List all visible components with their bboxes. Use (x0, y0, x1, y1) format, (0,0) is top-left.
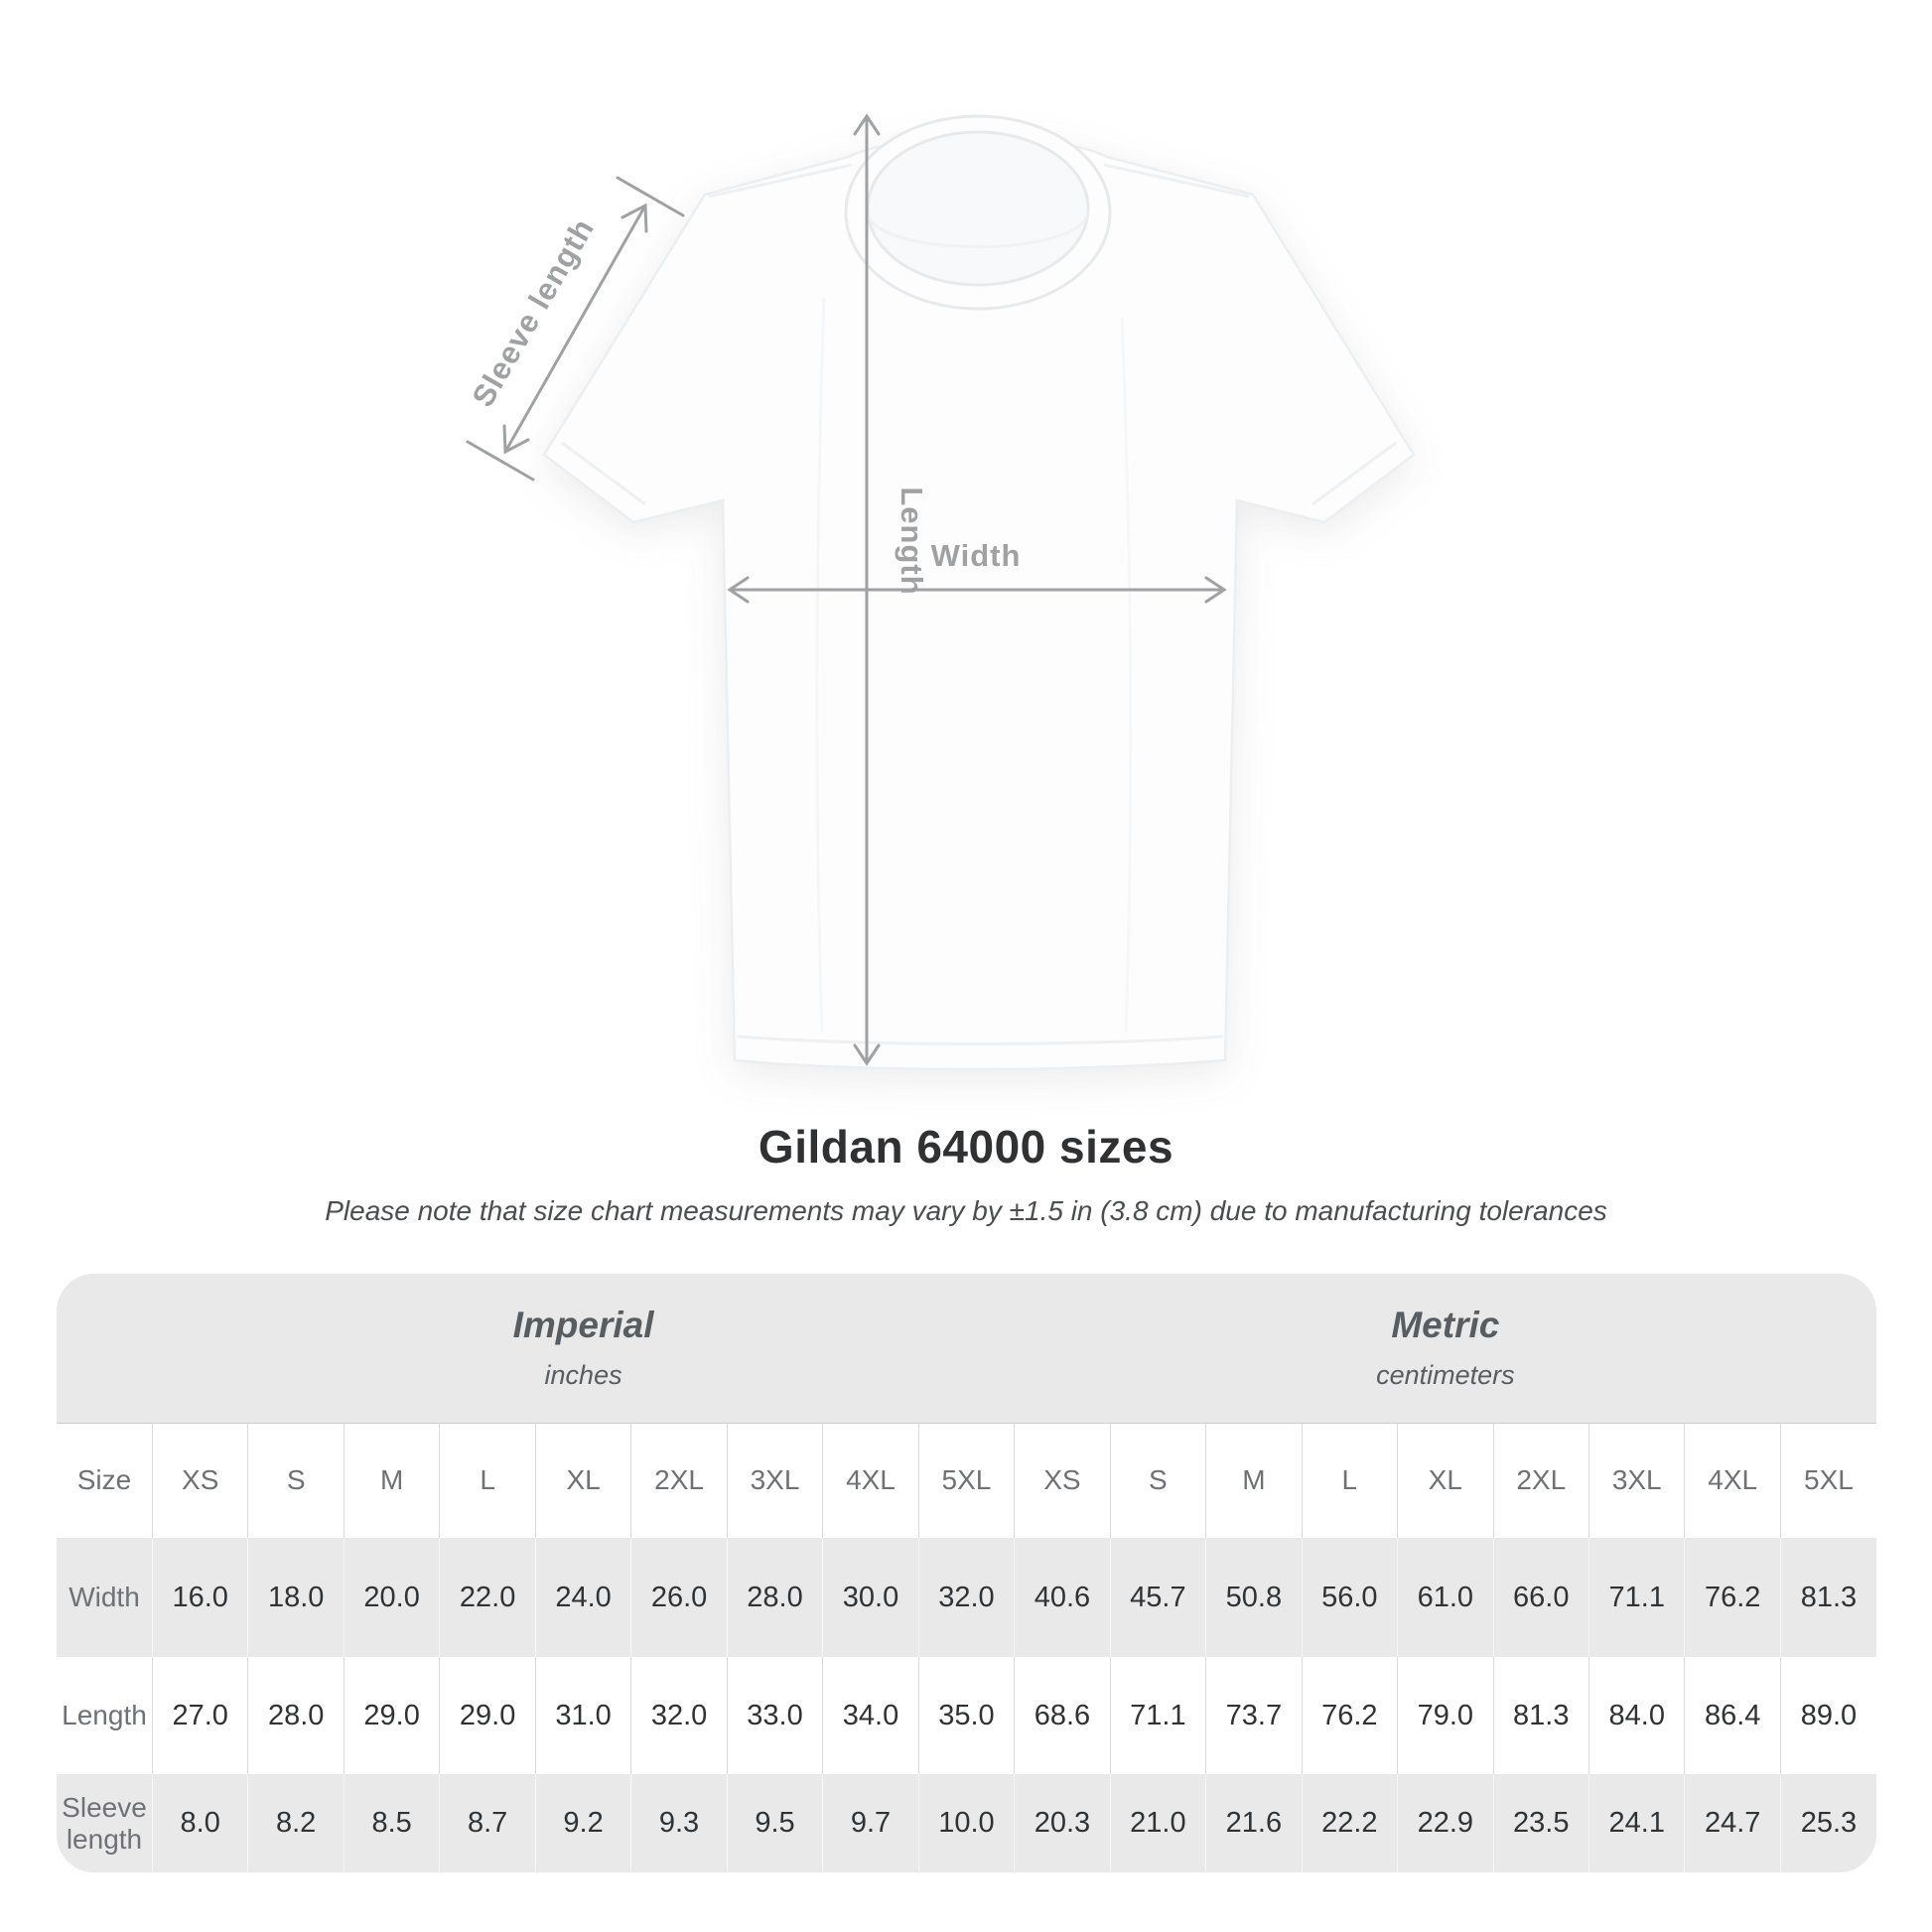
size-header-cell: S (248, 1423, 344, 1538)
value-cell: 89.0 (1780, 1657, 1876, 1774)
heading-block (0, 1120, 1932, 1227)
size-header-cell: L (440, 1423, 535, 1538)
value-cell: 20.3 (1015, 1774, 1110, 1872)
size-table-card (57, 1274, 1876, 1872)
value-cell: 24.0 (535, 1538, 630, 1657)
size-header-cell: XL (1398, 1423, 1493, 1538)
collar (846, 116, 1110, 309)
size-table (57, 1274, 1876, 1872)
value-cell: 79.0 (1398, 1657, 1493, 1774)
row-label: Length (57, 1657, 152, 1774)
imperial-title: Imperial (512, 1305, 654, 1346)
value-cell: 30.0 (823, 1538, 918, 1657)
size-header-cell: 2XL (1493, 1423, 1588, 1538)
size-header-cell: M (1206, 1423, 1302, 1538)
value-cell: 40.6 (1015, 1538, 1110, 1657)
value-cell: 45.7 (1110, 1538, 1205, 1657)
value-cell: 32.0 (918, 1538, 1014, 1657)
size-header-cell: 2XL (631, 1423, 727, 1538)
metric-title: Metric (1391, 1305, 1500, 1346)
value-cell: 25.3 (1780, 1774, 1876, 1872)
row-label: Width (57, 1538, 152, 1657)
value-cell: 76.2 (1685, 1538, 1780, 1657)
page-subtitle: Please note that size chart measurements may vary by ±1.5 in (3.8 cm) due to manufacturing tolerances (325, 1195, 1607, 1226)
table-row (57, 1774, 1876, 1872)
value-cell: 31.0 (535, 1657, 630, 1774)
table-row (57, 1657, 1876, 1774)
value-cell: 8.0 (152, 1774, 247, 1872)
size-header-cell: XS (152, 1423, 247, 1538)
value-cell: 24.1 (1589, 1774, 1685, 1872)
value-cell: 34.0 (823, 1657, 918, 1774)
value-cell: 8.2 (248, 1774, 344, 1872)
row-label: Sleeve length (57, 1774, 152, 1872)
size-header-cell: 4XL (1685, 1423, 1780, 1538)
value-cell: 20.0 (344, 1538, 439, 1657)
value-cell: 81.3 (1780, 1538, 1876, 1657)
size-header-cell: 3XL (1589, 1423, 1685, 1538)
value-cell: 9.2 (535, 1774, 630, 1872)
value-cell: 71.1 (1589, 1538, 1685, 1657)
value-cell: 86.4 (1685, 1657, 1780, 1774)
size-header-cell: XS (1015, 1423, 1110, 1538)
size-header-cell: M (344, 1423, 439, 1538)
page-title: Gildan 64000 sizes (758, 1121, 1174, 1173)
unit-header-imperial (152, 1274, 1014, 1423)
value-cell: 9.7 (823, 1774, 918, 1872)
value-cell: 21.0 (1110, 1774, 1205, 1872)
size-header-cell: 3XL (727, 1423, 822, 1538)
value-cell: 22.0 (440, 1538, 535, 1657)
value-cell: 24.7 (1685, 1774, 1780, 1872)
size-header-cell: L (1302, 1423, 1397, 1538)
value-cell: 56.0 (1302, 1538, 1397, 1657)
size-header-cell: 4XL (823, 1423, 918, 1538)
size-header-cell: XL (535, 1423, 630, 1538)
value-cell: 9.3 (631, 1774, 727, 1872)
value-cell: 71.1 (1110, 1657, 1205, 1774)
sleeve-length-label: Sleeve length (465, 211, 602, 413)
value-cell: 61.0 (1398, 1538, 1493, 1657)
value-cell: 50.8 (1206, 1538, 1302, 1657)
metric-unit: centimeters (1376, 1360, 1515, 1391)
value-cell: 29.0 (440, 1657, 535, 1774)
value-cell: 84.0 (1589, 1657, 1685, 1774)
size-header-row (57, 1423, 1876, 1538)
value-cell: 26.0 (631, 1538, 727, 1657)
value-cell: 22.2 (1302, 1774, 1397, 1872)
value-cell: 28.0 (727, 1538, 822, 1657)
unit-header-row (57, 1274, 1876, 1423)
value-cell: 9.5 (727, 1774, 822, 1872)
value-cell: 23.5 (1493, 1774, 1588, 1872)
value-cell: 27.0 (152, 1657, 247, 1774)
size-column-header: Size (57, 1423, 152, 1538)
length-label: Length (895, 486, 929, 596)
table-row (57, 1538, 1876, 1657)
value-cell: 8.5 (344, 1774, 439, 1872)
size-header-cell: 5XL (918, 1423, 1014, 1538)
value-cell: 81.3 (1493, 1657, 1588, 1774)
value-cell: 76.2 (1302, 1657, 1397, 1774)
imperial-unit: inches (544, 1360, 622, 1391)
value-cell: 16.0 (152, 1538, 247, 1657)
value-cell: 28.0 (248, 1657, 344, 1774)
value-cell: 68.6 (1015, 1657, 1110, 1774)
size-header-cell: S (1110, 1423, 1205, 1538)
value-cell: 18.0 (248, 1538, 344, 1657)
width-label: Width (930, 538, 1022, 573)
value-cell: 29.0 (344, 1657, 439, 1774)
value-cell: 21.6 (1206, 1774, 1302, 1872)
value-cell: 33.0 (727, 1657, 822, 1774)
value-cell: 32.0 (631, 1657, 727, 1774)
value-cell: 8.7 (440, 1774, 535, 1872)
value-cell: 22.9 (1398, 1774, 1493, 1872)
value-cell: 10.0 (918, 1774, 1014, 1872)
unit-header-spacer (57, 1274, 152, 1423)
size-header-cell: 5XL (1780, 1423, 1876, 1538)
value-cell: 66.0 (1493, 1538, 1588, 1657)
value-cell: 35.0 (918, 1657, 1014, 1774)
unit-header-metric (1015, 1274, 1876, 1423)
value-cell: 73.7 (1206, 1657, 1302, 1774)
